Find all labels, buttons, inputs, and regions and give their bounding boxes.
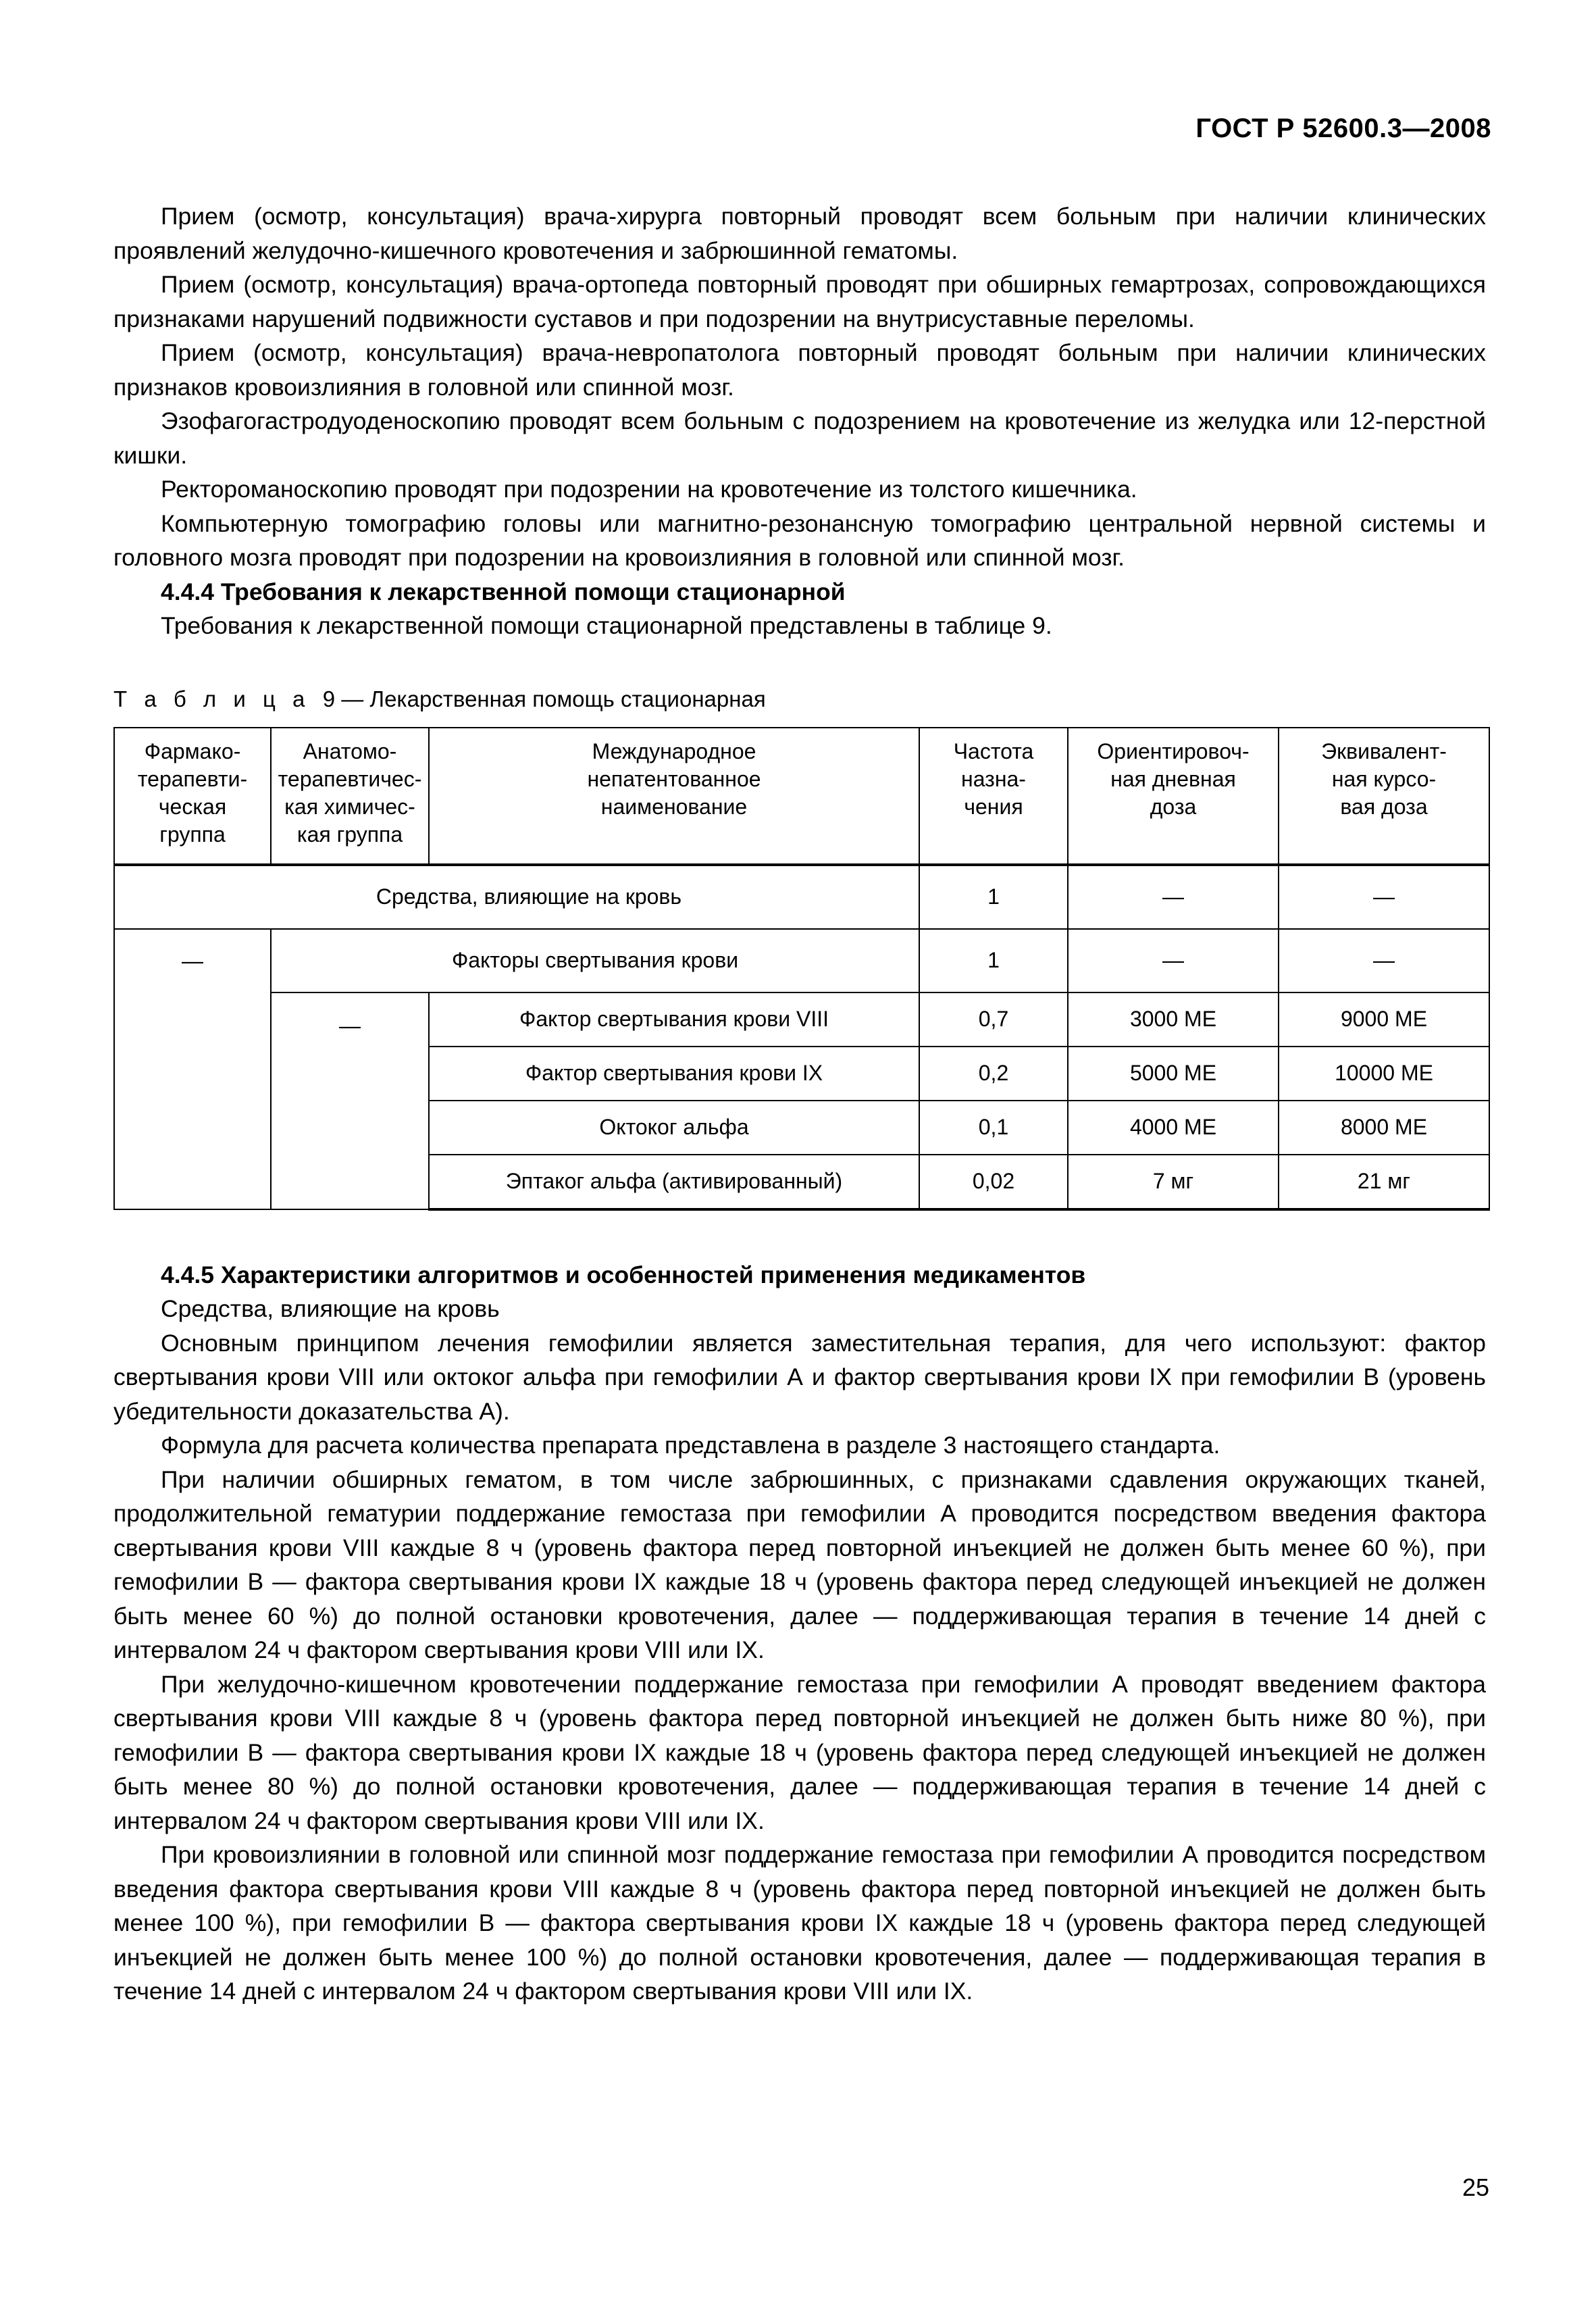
spacer-after-table: [113, 1211, 1486, 1258]
cell-daily-dose: 5000 МЕ: [1068, 1047, 1279, 1101]
cell-daily-dose: —: [1068, 865, 1279, 929]
header-line-1: Эквивалент-: [1321, 738, 1447, 763]
cell-pharm-group-dash: —: [114, 929, 271, 1209]
cell-frequency: 0,02: [919, 1155, 1068, 1209]
paragraph-formula-ref: Формула для расчета количества препарата представлена в разделе 3 настоящего стандарта.: [161, 1432, 1220, 1459]
table-col-header-atc-group: [271, 728, 429, 865]
table-header: [114, 728, 1489, 865]
header-line-2: ная дневная: [1110, 766, 1236, 791]
paragraph-neurologist-visit: Прием (осмотр, консультация) врача-невропатолога повторный проводят больным при наличии клинических признаков кровоизлияния в головной или спинной мозг.: [113, 339, 1486, 401]
table-col-header-daily-dose: [1068, 728, 1279, 865]
table-row: [114, 929, 1489, 992]
header-line-3: наименование: [600, 794, 748, 819]
cell-group-coagulation-factors: Факторы свертывания крови: [271, 929, 919, 992]
paragraph-brain-hemorrhage-regimen: При кровоизлиянии в головной или спинной мозг поддержание гемостаза при гемофилии А проводится посредством введения фактора свертывания крови VIII каждые 8 ч (уровень фактора перед повторной инъекцией не должен быть менее 100 %), при гемофилии В — фактора свертывания крови IX каждые 18 ч (уровень фактора перед следующей инъекцией не должен быть менее 100 %) до полной остановки кровотечения, далее — поддерживающая терапия в течение 14 дней с интервалом 24 ч фактором свертывания крови VIII или IX.: [113, 1841, 1486, 2005]
cell-frequency: 1: [919, 929, 1068, 992]
header-line-1: Фармако-: [144, 738, 241, 763]
heading-4-4-4: 4.4.4 Требования к лекарственной помощи стационарной: [161, 578, 846, 605]
table-body: [114, 865, 1489, 1209]
cell-inn: Фактор свертывания крови IX: [429, 1047, 919, 1101]
header-line-2: терапевти-: [137, 766, 248, 791]
cell-atc-group-dash: —: [271, 992, 429, 1209]
table-caption-title: Лекарственная помощь стационарная: [369, 686, 766, 711]
header-line-3: ческая: [158, 794, 227, 819]
cell-group-blood-agents: Средства, влияющие на кровь: [114, 865, 919, 929]
cell-course-dose: 21 мг: [1279, 1155, 1489, 1209]
table-caption-number: 9: [322, 686, 336, 711]
page-number: 25: [1462, 2173, 1489, 2201]
table-row: [114, 865, 1489, 929]
header-line-3: кая химичес-: [284, 794, 415, 819]
header-line-3: вая доза: [1340, 794, 1428, 819]
paragraph-table9-ref: Требования к лекарственной помощи стационарной представлены в таблице 9.: [161, 612, 1052, 639]
paragraph-orthopedist-visit: Прием (осмотр, консультация) врача-ортопеда повторный проводят при обширных гемартрозах, сопровождающихся признаками нарушений подвижности суставов и при подозрении на внутрисуставные переломы.: [113, 271, 1486, 332]
table-col-header-inn: [429, 728, 919, 865]
cell-daily-dose: 3000 МЕ: [1068, 992, 1279, 1047]
page-content: [113, 199, 1486, 2009]
paragraph-gi-bleeding-regimen: При желудочно-кишечном кровотечении поддержание гемостаза при гемофилии А проводят введением фактора свертывания крови VIII каждые 8 ч (уровень фактора перед повторной инъекцией не должен быть ниже 80 %), при гемофилии В — фактора свертывания крови IX каждые 18 ч (уровень фактора перед следующей инъекцией не должен быть менее 80 %) до полной остановки кровотечения, далее — поддерживающая терапия в течение 14 дней с интервалом 24 ч фактором свертывания крови VIII или IX.: [113, 1670, 1486, 1834]
cell-frequency: 0,7: [919, 992, 1068, 1047]
cell-daily-dose: 7 мг: [1068, 1155, 1279, 1209]
table-header-row: [114, 728, 1489, 865]
cell-inn: Фактор свертывания крови VIII: [429, 992, 919, 1047]
cell-course-dose: —: [1279, 929, 1489, 992]
cell-daily-dose: 4000 МЕ: [1068, 1101, 1279, 1155]
paragraph-surgeon-visit: Прием (осмотр, консультация) врача-хирурга повторный проводят всем больным при наличии клинических проявлений желудочно-кишечного кровотечения и забрюшинной гематомы.: [113, 203, 1486, 264]
cell-inn: Октоког альфа: [429, 1101, 919, 1155]
cell-inn: Эптаког альфа (активированный): [429, 1155, 919, 1209]
header-line-2: терапевтичес-: [278, 766, 422, 791]
cell-course-dose: 10000 МЕ: [1279, 1047, 1489, 1101]
table-col-header-course-dose: [1279, 728, 1489, 865]
table-col-header-frequency: [919, 728, 1068, 865]
header-line-4: группа: [159, 822, 226, 847]
cell-course-dose: 9000 МЕ: [1279, 992, 1489, 1047]
paragraph-egds: Эзофагогастродуоденоскопию проводят всем больным с подозрением на кровотечение из желудка или 12-перстной кишки.: [113, 407, 1486, 469]
header-line-2: ная курсо-: [1331, 766, 1437, 791]
medication-table: [113, 727, 1490, 1211]
paragraph-treatment-principle: Основным принципом лечения гемофилии является заместительная терапия, для чего используют: фактор свертывания крови VIII или октоког альфа при гемофилии А и фактор свертывания крови IX при гемофилии В (уровень убедительности доказательства А).: [113, 1329, 1486, 1425]
cell-daily-dose: —: [1068, 929, 1279, 992]
cell-course-dose: 8000 МЕ: [1279, 1101, 1489, 1155]
paragraph-blood-agents-subtitle: Средства, влияющие на кровь: [161, 1295, 500, 1322]
heading-4-4-5: 4.4.5 Характеристики алгоритмов и особенностей применения медикаментов: [161, 1261, 1086, 1288]
paragraph-ct-mri: Компьютерную томографию головы или магнитно-резонансную томографию центральной нервной системы и головного мозга проводят при подозрении на кровоизлияния в головной или спинной мозг.: [113, 509, 1486, 571]
cell-frequency: 0,2: [919, 1047, 1068, 1101]
table-caption-dash: —: [341, 686, 364, 711]
table-row: [114, 992, 1489, 1047]
table-col-header-pharm-group: [114, 728, 271, 865]
header-line-1: Частота: [953, 738, 1034, 763]
standard-header: ГОСТ Р 52600.3—2008: [1195, 114, 1491, 143]
header-line-1: Международное: [592, 738, 756, 763]
spacer-table-top: [113, 716, 1486, 727]
header-line-1: Анатомо-: [303, 738, 397, 763]
table-caption-label: Т а б л и ц а: [113, 686, 311, 711]
header-line-4: кая группа: [297, 822, 403, 847]
cell-frequency: 1: [919, 865, 1068, 929]
header-line-3: доза: [1150, 794, 1197, 819]
header-line-1: Ориентировоч-: [1097, 738, 1250, 763]
header-line-2: назна-: [961, 766, 1026, 791]
cell-course-dose: —: [1279, 865, 1489, 929]
cell-frequency: 0,1: [919, 1101, 1068, 1155]
spacer-before-table-caption: [113, 643, 1486, 682]
header-line-3: чения: [964, 794, 1023, 819]
table-caption: [113, 682, 1486, 716]
header-line-2: непатентованное: [587, 766, 761, 791]
paragraph-rectoromanoscopy: Ректороманоскопию проводят при подозрении на кровотечение из толстого кишечника.: [161, 476, 1137, 503]
paragraph-hematoma-regimen: При наличии обширных гематом, в том числе забрюшинных, с признаками сдавления окружающих тканей, продолжительной гематурии поддержание гемостаза при гемофилии А проводится посредством введения фактора свертывания крови VIII каждые 8 ч (уровень фактора перед повторной инъекцией не должен быть менее 60 %), при гемофилии В — фактора свертывания крови IX каждые 18 ч (уровень фактора перед следующей инъекцией не должен быть менее 60 %) до полной остановки кровотечения, далее — поддерживающая терапия в течение 14 дней с интервалом 24 ч фактором свертывания крови VIII или IX.: [113, 1465, 1486, 1663]
